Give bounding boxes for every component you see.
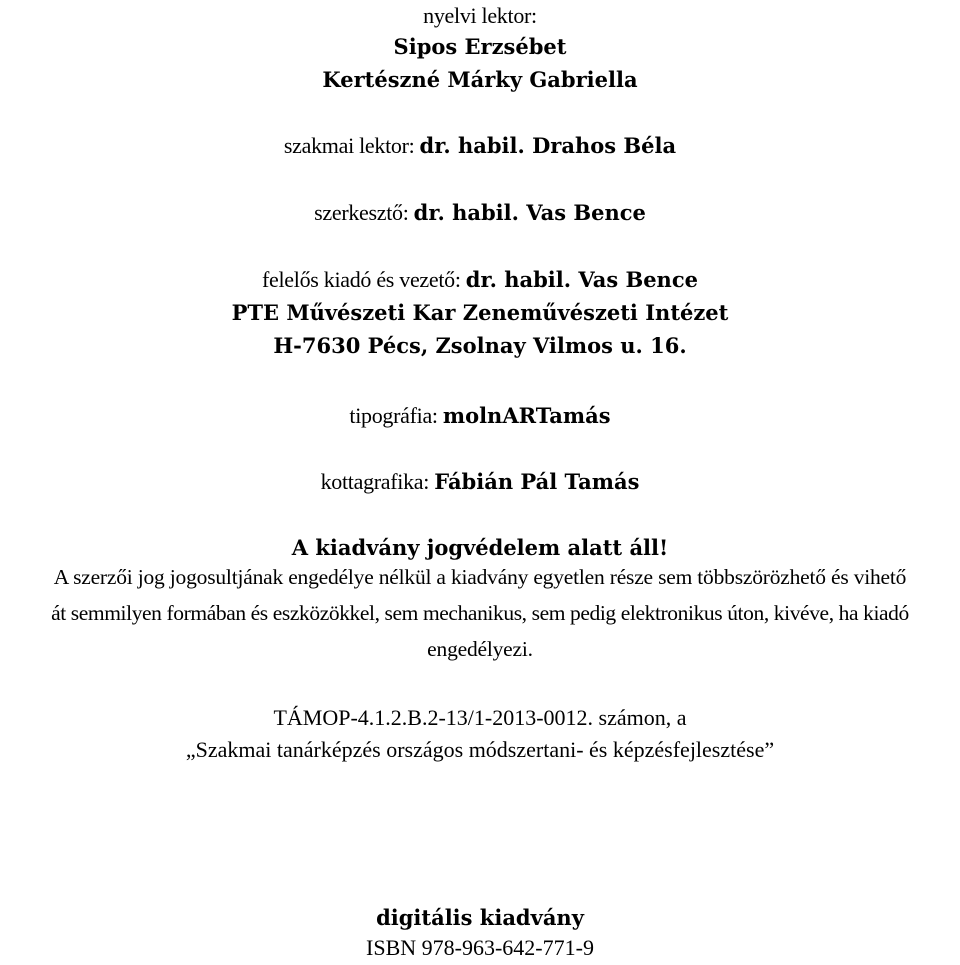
typography-label: tipográfia: (349, 403, 438, 428)
language-editor-name-1: Sipos Erzsébet (393, 34, 567, 59)
publisher-address: H-7630 Pécs, Zsolnay Vilmos u. 16. (273, 333, 687, 358)
professional-editor-name: dr. habil. Drahos Béla (419, 133, 677, 158)
typography-line (0, 403, 960, 429)
copyright-text-line-2: át semmilyen formában és eszközökkel, sem mechanikus, sem pedig elektronikus úton, kivéve, ha kiadó (51, 601, 909, 625)
music-graphics-label: kottagrafika: (320, 469, 430, 494)
language-editor-label: nyelvi lektor: (423, 3, 537, 28)
publisher-name: dr. habil. Vas Bence (465, 267, 698, 292)
copyright-text-line-3: engedélyezi. (427, 637, 533, 661)
copyright-heading: A kiadvány jogvédelem alatt áll! (291, 535, 669, 560)
typography-name: molnARTamás (442, 403, 611, 428)
publisher-label: felelős kiadó és vezető: (262, 267, 461, 292)
publisher-line (0, 267, 960, 293)
music-graphics-name: Fábián Pál Tamás (434, 469, 640, 494)
project-line-1: TÁMOP-4.1.2.B.2-13/1-2013-0012. számon, a (273, 705, 687, 730)
edition-label: digitális kiadvány (376, 905, 584, 930)
editor-name: dr. habil. Vas Bence (413, 200, 646, 225)
publisher-institution: PTE Művészeti Kar Zeneművészeti Intézet (231, 300, 729, 325)
copyright-text-line-1: A szerzői jog jogosultjának engedélye nélkül a kiadvány egyetlen része sem többszörözhető és vihető (53, 565, 907, 589)
professional-editor-label: szakmai lektor: (283, 133, 415, 158)
isbn: ISBN 978-963-642-771-9 (366, 935, 594, 960)
editor-label: szerkesztő: (314, 200, 409, 225)
language-editor-name-2: Kertészné Márky Gabriella (322, 67, 638, 92)
music-graphics-line (0, 469, 960, 495)
editor-line (0, 200, 960, 226)
project-line-2: „Szakmai tanárképzés országos módszertani- és képzésfejlesztése” (185, 737, 775, 762)
professional-editor-line (0, 133, 960, 159)
